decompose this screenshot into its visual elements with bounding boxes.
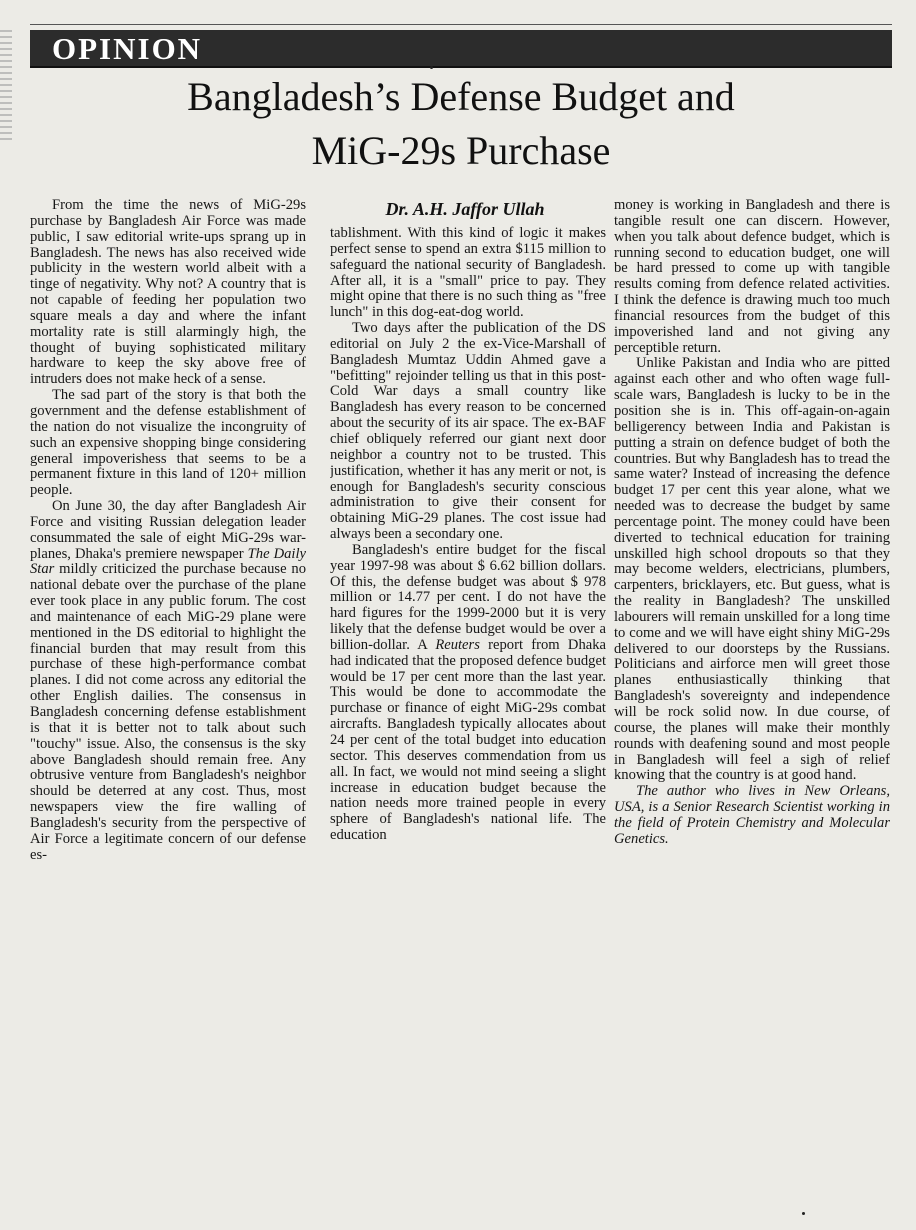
paragraph: Two days after the publication of the DS editorial on July 2 the ex-Vice-Marshall of Bangladesh Mumtaz Uddin Ahmed gave a "befitting" rejoinder telling us that in this post-Cold War days a small country like Bangladesh has every reason to be concerned about the security of its air space. The ex-BAF chief obliquely referred our giant next door neighbor a country not to be trusted. This justification, whether it has any merit or not, is enough for Bangladesh's security conscious administration to give their consent for obtaining MiG-29 planes. The cost issue had always been a secondary one. [330,320,606,543]
newspaper-name: The Daily Star [30,545,306,578]
paragraph [30,388,306,499]
paragraph-text: mildly criticized the purchase because no national debate over the purchase of the plane ever took place in any public forum. The cost and maintenance of each MiG-29 plane were mentioned in the DS editorial to highlight the financial burden that may result from this purchase of these high-performance combat planes. I did not come across any editorial the other English dailies. The consensus in Bangladesh concerning defense establishment is that it is better not to talk about such "touchy" issue. Also, the consensus is the sky above Bangladesh should remain free. Any obtrusive venture from Bangladesh's neighbor should be deterred at any cost. Thus, most newspapers view the fire walling of Bangladesh's security from the perspective of Air Force a legitimate concern of our defense es- [30,561,306,863]
print-speck [430,66,433,69]
article-column-1 [30,198,306,1218]
section-title: OPINION [52,31,203,66]
paragraph-text: The sad part of the story is that both the government and the defense establishment of the nation do not visualize the incongruity of such an expensive shopping binge considering general impoverishess that seems to be a permanent fixture in this land of 120+ million people. [30,387,306,499]
headline [30,70,892,178]
paragraph [30,499,306,863]
article-column-3 [614,198,890,1218]
paragraph: Unlike Pakistan and India who are pitted against each other and who often wage full-scale wars, Bangladesh is lucky to be in the position she is in. This off-again-on-again belligerency between India and Pakistan is putting a strain on defence budget of both the countries. But why Bangladesh has to tread the same water? Instead of increasing the defence budget 17 per cent this year alone, what we needed was to decrease the budget by same percentage point. The money could have been diverted to technical education for training unskilled high school dropouts so that they may become welders, electricians, plumbers, carpenters, bricklayers, etc. But guess, what is the reality in Bangladesh? The unskilled labourers will remain unskilled for a long time to come and we will have eight shiny MiG-29s delivered to our doorsteps by the Russians. Politicians and airforce men will greet those planes enthusiastically thinking that Bangladesh's sovereignty and independence will be rock solid now. In due course, of course, the planes will make their monthly rounds with deafening sound and most people in Bangladesh will feel a sigh of relief knowing that the country is at good hand. [614,355,890,784]
paragraph-text: report from Dhaka had indicated that the proposed defence budget would be 17 per cent more than the last year. This would be done to accommodate the purchase or finance of eight MiG-29s combat aircrafts. Bangladesh typically allocates about 24 per cent of the total budget into education sector. This deserves commendation from us all. In fact, we would not mind seeing a slight increase in education budget because the nation needs more trained people in every sphere of Bangladesh's national life. The education [330,636,606,844]
paragraph: From the time the news of MiG-29s purchase by Bangladesh Air Force was made public, I saw editorial write-ups sprang up in Bangladesh. The news has also received wide publicity in the western world albeit with a tinge of negativity. Why not? A country that is not capable of feeding her population two square meals a day and where the infant mortality rate is still alarmingly high, the thought of buying sophisticated military hardware to keep the sky above free of intruders does not make heck of a sense. [30,198,306,388]
byline: Dr. A.H. Jaffor Ullah [385,199,545,219]
paragraph: tablishment. With this kind of logic it makes perfect sense to spend an extra $115 million to safeguard the national security of Bangladesh. After all, it is a "small" price to pay. They might opine that there is no such thing as "free lunch" in this dog-eat-dog world. [330,226,606,321]
page-edge-marks [0,30,12,140]
headline-line-1: Bangladesh’s Defense Budget and [187,74,735,119]
paragraph-text: On June 30, the day after Bangladesh Air Force and visiting Russian delegation leader consummated the sale of eight MiG-29s war-planes, Dhaka's premiere newspaper [30,498,306,562]
section-banner [30,30,892,68]
article-column-2 [330,226,606,1216]
paragraph: money is working in Bangladesh and there is tangible result one can discern. However, when you talk about defence budget, which is running second to education budget, one will be hard pressed to come up with tangible results coming from defence related activities. I think the defence is drawing much too much financial resources from the budget of this impoverished land and not giving any perceptible return. [614,198,890,356]
author-note: The author who lives in New Orleans, USA, is a Senior Research Scientist working in the field of Protein Chemistry and Molecular Genetics. [614,783,890,847]
paragraph-text: Bangladesh's entire budget for the fiscal year 1997-98 was about $ 6.62 billion dollars. Of this, the defense budget was about $ 978 million or 14.77 per cent. I do not have the hard figures for the 1999-2000 but it is very likely that the defense budget would be over a billion-dollar. A [330,541,606,653]
print-speck [802,1212,805,1215]
paragraph [330,543,606,844]
news-agency-name: Reuters [435,636,480,653]
headline-line-2: MiG-29s Purchase [311,128,611,173]
top-rule [30,24,892,25]
